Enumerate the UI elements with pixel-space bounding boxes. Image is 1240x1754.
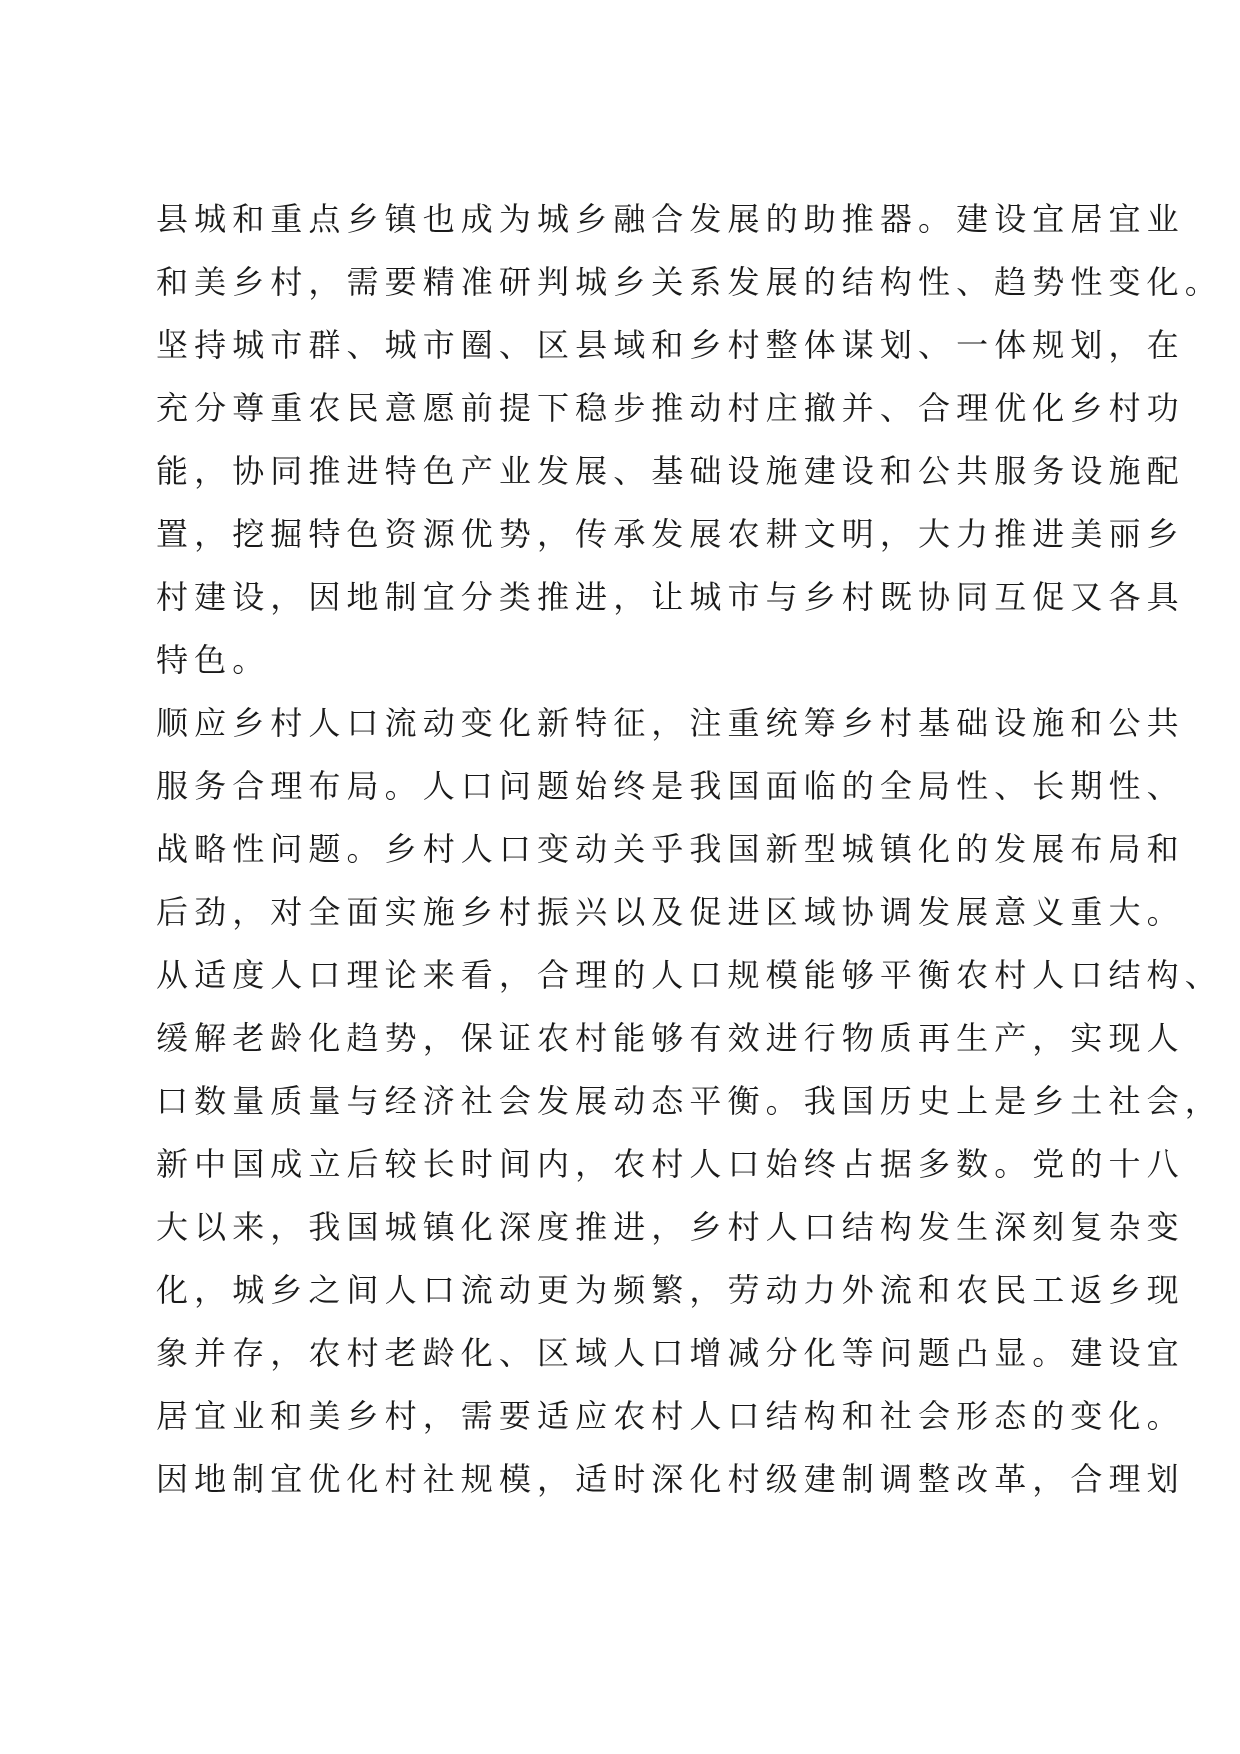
text-line: 大以来，我国城镇化深度推进，乡村人口结构发生深刻复杂变 [156, 1208, 1185, 1246]
paragraph-1 [156, 188, 1223, 692]
text-line: 村建设，因地制宜分类推进，让城市与乡村既协同互促又各具 [156, 578, 1185, 616]
text-line: 坚持城市群、城市圈、区县域和乡村整体谋划、一体规划，在 [156, 326, 1185, 364]
text-line: 新中国成立后较长时间内，农村人口始终占据多数。党的十八 [156, 1145, 1185, 1183]
body-text [156, 188, 1223, 1511]
text-line: 和美乡村，需要精准研判城乡关系发展的结构性、趋势性变化。 [156, 263, 1223, 301]
text-line: 特色。 [156, 641, 271, 679]
text-line: 战略性问题。乡村人口变动关乎我国新型城镇化的发展布局和 [156, 830, 1185, 868]
text-line: 能，协同推进特色产业发展、基础设施建设和公共服务设施配 [156, 452, 1185, 490]
text-line: 从适度人口理论来看，合理的人口规模能够平衡农村人口结构、 [156, 956, 1223, 994]
text-line: 置，挖掘特色资源优势，传承发展农耕文明，大力推进美丽乡 [156, 515, 1185, 553]
text-line: 充分尊重农民意愿前提下稳步推动村庄撤并、合理优化乡村功 [156, 389, 1185, 427]
text-line: 化，城乡之间人口流动更为频繁，劳动力外流和农民工返乡现 [156, 1271, 1185, 1309]
text-line: 后劲，对全面实施乡村振兴以及促进区域协调发展意义重大。 [156, 893, 1185, 931]
text-line: 缓解老龄化趋势，保证农村能够有效进行物质再生产，实现人 [156, 1019, 1185, 1057]
text-line: 顺应乡村人口流动变化新特征，注重统筹乡村基础设施和公共 [156, 704, 1185, 742]
text-line: 服务合理布局。人口问题始终是我国面临的全局性、长期性、 [156, 767, 1185, 805]
text-line: 因地制宜优化村社规模，适时深化村级建制调整改革，合理划 [156, 1460, 1185, 1498]
text-line: 象并存，农村老龄化、区域人口增减分化等问题凸显。建设宜 [156, 1334, 1185, 1372]
text-line: 居宜业和美乡村，需要适应农村人口结构和社会形态的变化。 [156, 1397, 1185, 1435]
text-line: 县城和重点乡镇也成为城乡融合发展的助推器。建设宜居宜业 [156, 200, 1185, 238]
text-line: 口数量质量与经济社会发展动态平衡。我国历史上是乡土社会， [156, 1082, 1223, 1120]
paragraph-2 [156, 692, 1223, 1511]
